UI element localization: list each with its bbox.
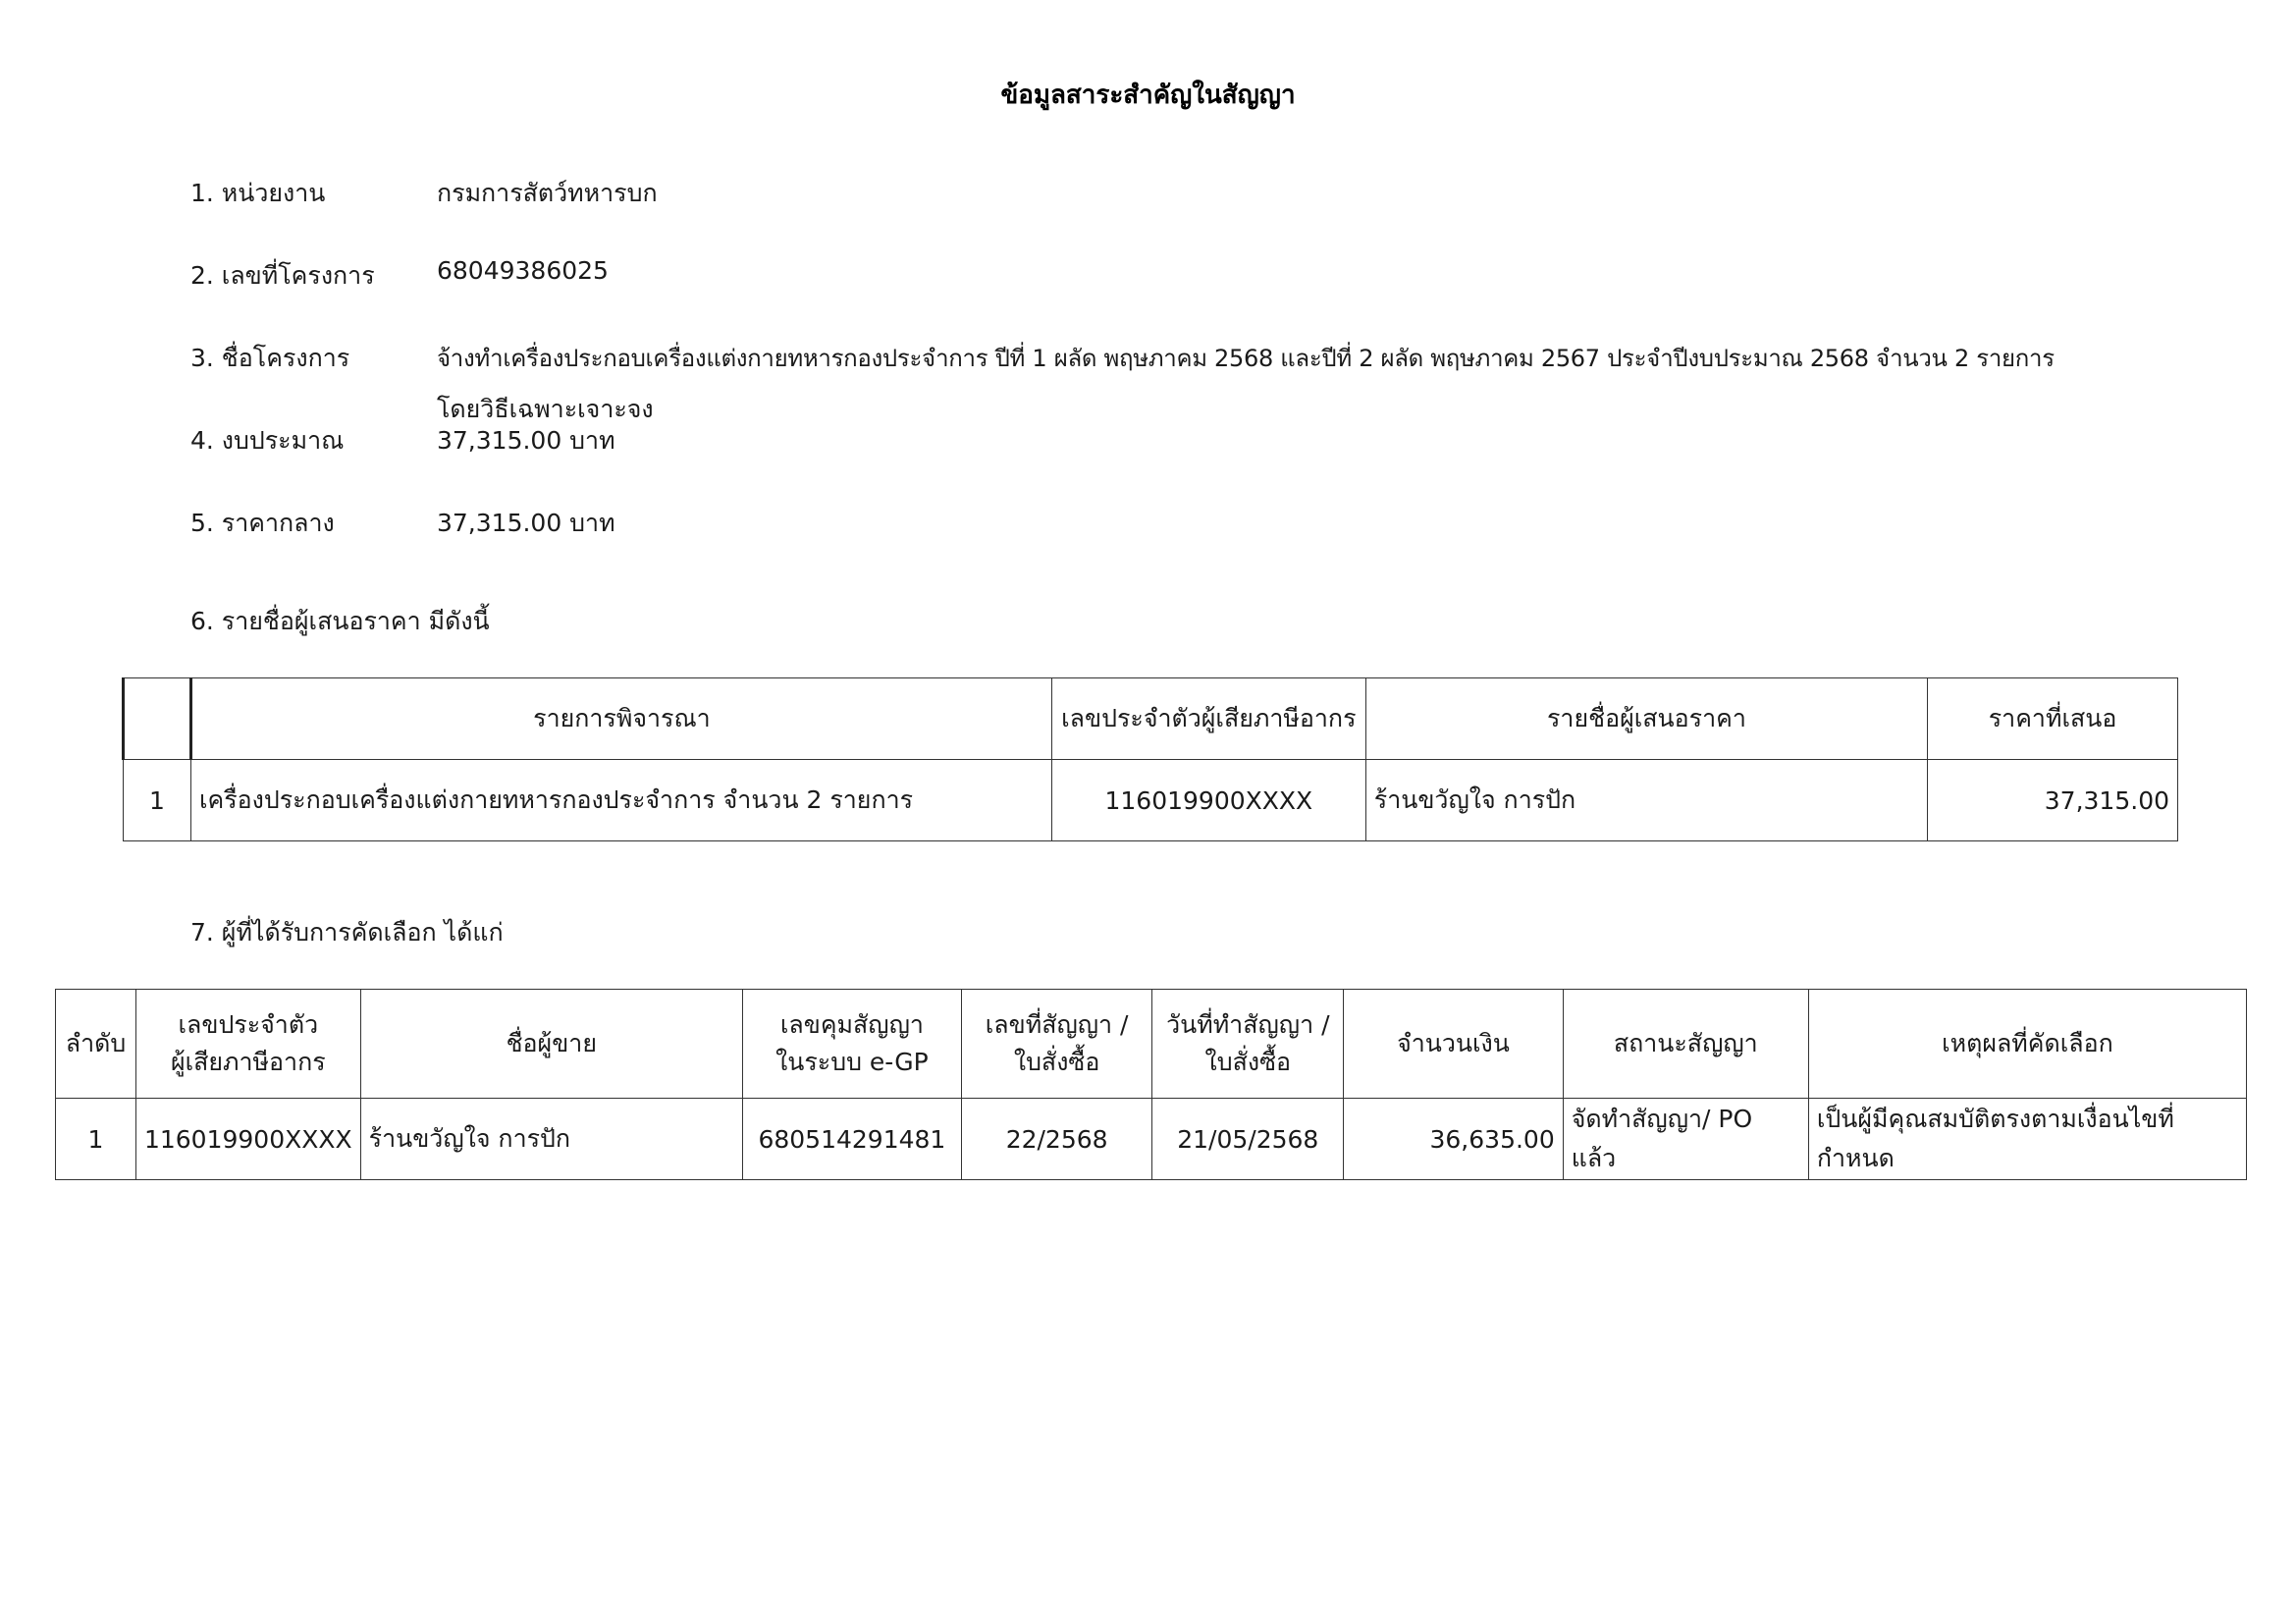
winner-row-egp-no: 680514291481: [742, 1099, 961, 1180]
bidders-col-tax-id: เลขประจำตัวผู้เสียภาษีอากร: [1051, 678, 1365, 760]
bidders-table: [122, 677, 2178, 841]
bidders-header-row: [124, 678, 2178, 760]
field-label-project-number: 2. เลขที่โครงการ: [190, 261, 375, 290]
winners-col-reason: เหตุผลที่คัดเลือก: [1808, 990, 2246, 1099]
field-value-budget: 37,315.00 บาท: [437, 426, 615, 455]
bidders-col-blank: [124, 678, 191, 760]
bidders-col-item: รายการพิจารณา: [190, 678, 1051, 760]
field-value-project-number: 68049386025: [437, 256, 609, 285]
winner-row-contract-no: 22/2568: [961, 1099, 1152, 1180]
field-value-project-name: จ้างทำเครื่องประกอบเครื่องแต่งกายทหารกองประจำการ ปีที่ 1 ผลัด พฤษภาคม 2568 และปีที่ 2 ผลัด พฤษภาคม 2567 ประจำปีงบประมาณ 2568 จำนวน 2 รายการ: [437, 345, 2055, 372]
bidder-row-item: เครื่องประกอบเครื่องแต่งกายทหารกองประจำการ จำนวน 2 รายการ: [190, 760, 1051, 841]
winners-col-egp-no: เลขคุมสัญญา ในระบบ e-GP: [742, 990, 961, 1099]
winner-row-contract-date: 21/05/2568: [1152, 1099, 1344, 1180]
table-row: [124, 760, 2178, 841]
bidder-row-name: ร้านขวัญใจ การปัก: [1365, 760, 1927, 841]
field-label-agency: 1. หน่วยงาน: [190, 179, 326, 207]
bidders-heading: 6. รายชื่อผู้เสนอราคา มีดังนี้: [190, 607, 490, 635]
winners-col-amount: จำนวนเงิน: [1344, 990, 1564, 1099]
winners-col-contract-date: วันที่ทำสัญญา / ใบสั่งซื้อ: [1152, 990, 1344, 1099]
winner-row-reason: เป็นผู้มีคุณสมบัติตรงตามเงื่อนไขที่กำหนด: [1808, 1099, 2246, 1180]
bidder-row-number: 1: [124, 760, 191, 841]
bidder-row-price: 37,315.00: [1928, 760, 2178, 841]
field-label-median-price: 5. ราคากลาง: [190, 509, 335, 537]
winners-col-contract-no: เลขที่สัญญา / ใบสั่งซื้อ: [961, 990, 1152, 1099]
winner-row-tax-id: 116019900XXXX: [135, 1099, 360, 1180]
bidder-row-tax-id: 116019900XXXX: [1051, 760, 1365, 841]
field-value-agency: กรมการสัตว์ทหารบก: [437, 179, 658, 207]
winners-col-tax-id: เลขประจำตัว ผู้เสียภาษีอากร: [135, 990, 360, 1099]
winners-col-status: สถานะสัญญา: [1563, 990, 1808, 1099]
winner-row-status: จัดทำสัญญา/ PO แล้ว: [1563, 1099, 1808, 1180]
field-label-project-name: 3. ชื่อโครงการ: [190, 344, 350, 372]
winners-heading: 7. ผู้ที่ได้รับการคัดเลือก ได้แก่: [190, 918, 504, 947]
winners-col-seller: ชื่อผู้ขาย: [360, 990, 742, 1099]
winners-table: [55, 989, 2247, 1180]
winner-row-amount: 36,635.00: [1344, 1099, 1564, 1180]
winner-row-number: 1: [56, 1099, 136, 1180]
bidders-col-bidder: รายชื่อผู้เสนอราคา: [1365, 678, 1927, 760]
field-value-median-price: 37,315.00 บาท: [437, 509, 615, 537]
document-title: ข้อมูลสาระสำคัญในสัญญา: [1000, 81, 1296, 110]
table-row: [56, 1099, 2247, 1180]
winners-col-order: ลำดับ: [56, 990, 136, 1099]
winners-header-row: [56, 990, 2247, 1099]
field-label-budget: 4. งบประมาณ: [190, 426, 345, 455]
winner-row-seller: ร้านขวัญใจ การปัก: [360, 1099, 742, 1180]
bidders-col-price: ราคาที่เสนอ: [1928, 678, 2178, 760]
field-value-project-name-line2: โดยวิธีเฉพาะเจาะจง: [437, 395, 654, 423]
